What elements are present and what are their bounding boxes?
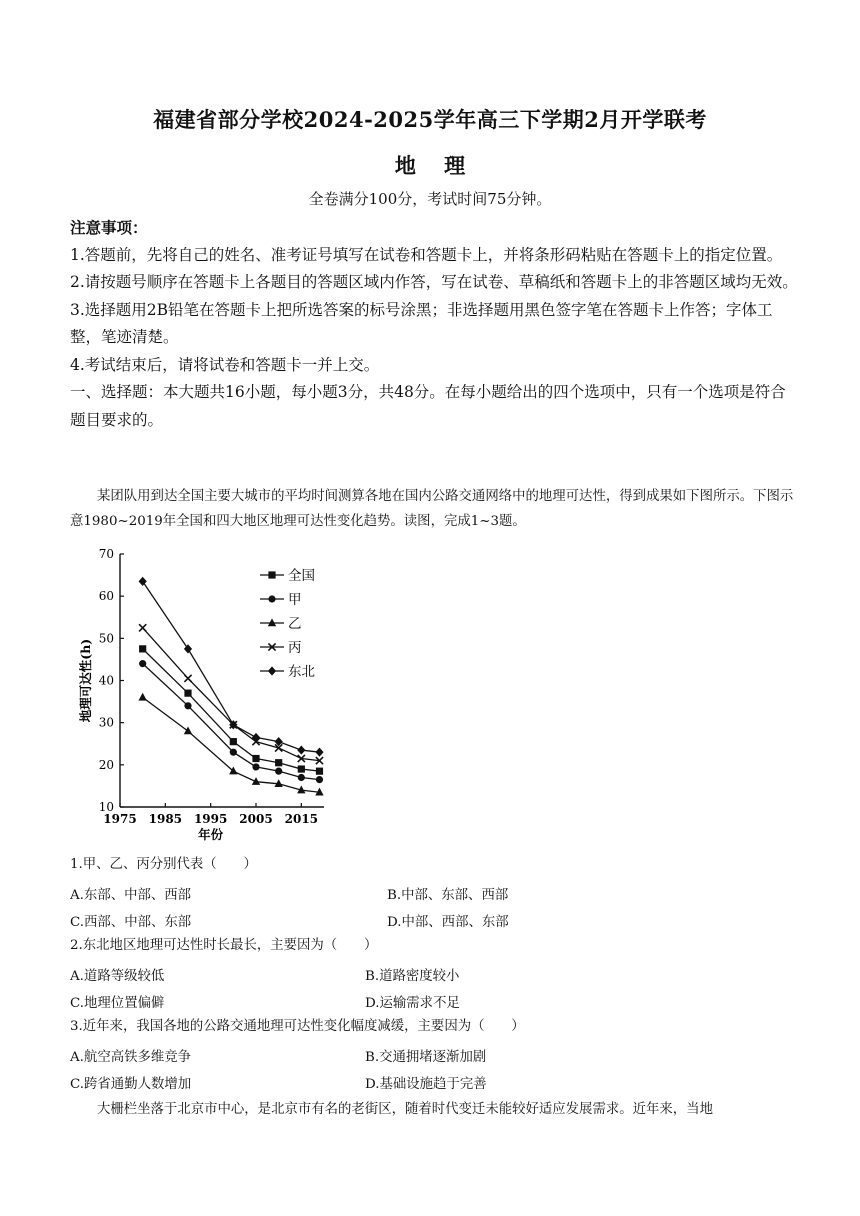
data-point-5: [252, 733, 260, 742]
legend-label: 乙: [288, 616, 302, 632]
accessibility-chart: [70, 540, 340, 850]
x-tick-label: 2015: [284, 812, 319, 826]
section-heading: 一、选择题：本大题共16小题，每小题3分，共48分。在每小题给出的四个选项中，只有一个选项是符合题目要求的。: [70, 383, 786, 429]
legend-label: 丙: [288, 640, 302, 656]
x-axis-label: 年份: [198, 827, 224, 842]
data-point-3: [184, 727, 192, 735]
data-point-5: [315, 748, 323, 757]
q3-option-b: B.交通拥堵逐渐加剧: [365, 1050, 487, 1065]
question-1-stem: 1.甲、乙、丙分别代表（ ）: [70, 857, 257, 872]
q1-option-c: C.西部、中部、东部: [70, 915, 192, 930]
data-point-2: [316, 776, 323, 783]
data-point-4: [184, 675, 191, 682]
y-tick-label: 50: [98, 631, 114, 646]
q2-option-a: A.道路等级较低: [70, 969, 165, 984]
next-passage: 大栅栏坐落于北京市中心，是北京市有名的老街区，随着时代变迁未能较好适应发展需求。近年来，当地: [97, 1102, 713, 1117]
data-point-2: [252, 763, 259, 770]
q1-option-b: B.中部、东部、西部: [387, 888, 509, 903]
data-point-1: [298, 765, 305, 772]
x-tick-label: 1995: [193, 812, 228, 826]
score-time-line: 全卷满分100分，考试时间75分钟。: [308, 190, 552, 208]
y-axis-label: 地理可达性(h): [78, 638, 93, 723]
q3-option-c: C.跨省通勤人数增加: [70, 1077, 192, 1092]
y-tick-label: 40: [98, 673, 114, 688]
data-point-5: [297, 745, 305, 754]
legend-marker: [268, 595, 275, 602]
q3-option-d: D.基础设施趋于完善: [365, 1077, 487, 1092]
y-tick-label: 70: [98, 547, 114, 561]
y-tick-label: 10: [98, 800, 114, 814]
chart-svg: [70, 540, 340, 850]
q3-option-a: A.航空高铁多维竞争: [70, 1050, 192, 1065]
legend-marker: [268, 666, 276, 675]
legend-label: 甲: [288, 592, 302, 608]
note-item: 4.考试结束后，请将试卷和答题卡一并上交。: [70, 355, 380, 374]
data-point-2: [230, 749, 237, 756]
legend-marker: [268, 571, 275, 578]
notes-heading: 注意事项：: [70, 218, 148, 237]
data-point-2: [275, 768, 282, 775]
legend-marker: [268, 618, 276, 626]
x-tick-label: 2005: [239, 812, 273, 826]
data-point-1: [184, 690, 191, 697]
q2-option-c: C.地理位置偏僻: [70, 996, 165, 1011]
y-tick-label: 30: [98, 715, 114, 730]
note-item: 2.请按题号顺序在答题卡上各题目的答题区域内作答，写在试卷、草稿纸和答题卡上的非答题区域均无效。: [70, 273, 798, 291]
legend-label: 全国: [288, 568, 315, 584]
subject-title: 地 理: [394, 153, 466, 178]
q2-option-d: D.运输需求不足: [365, 996, 460, 1011]
question-2-stem: 2.东北地区地理可达性时长最长，主要因为（ ）: [70, 938, 378, 953]
data-point-3: [138, 693, 146, 701]
q2-option-b: B.道路密度较小: [365, 969, 460, 984]
data-point-1: [316, 768, 323, 775]
intro-text: 某团队用到达全国主要大城市的平均时间测算各地在国内公路交通网络中的地理可达性，得到成果如下图所示。下图示意1980~2019年全国和四大地区地理可达性变化趋势。读图，完成1~3题。: [70, 489, 794, 529]
note-item: 1.答题前，先将自己的姓名、准考证号填写在试卷和答题卡上，并将条形码粘贴在答题卡上的指定位置。: [70, 245, 783, 264]
y-tick-label: 20: [98, 757, 114, 772]
notes-block: [70, 214, 800, 434]
data-point-4: [139, 624, 146, 631]
data-point-2: [139, 660, 146, 667]
data-point-1: [252, 755, 259, 762]
data-point-2: [184, 702, 191, 709]
question-intro: [70, 484, 795, 534]
q1-option-d: D.中部、西部、东部: [387, 915, 509, 930]
q1-option-a: A.东部、中部、西部: [70, 888, 192, 903]
legend-label: 东北: [288, 664, 315, 680]
data-point-1: [230, 738, 237, 745]
x-tick-label: 1975: [103, 812, 137, 826]
y-tick-label: 60: [98, 589, 114, 604]
data-point-1: [139, 645, 146, 652]
exam-title: 福建省部分学校2024-2025学年高三下学期2月开学联考: [153, 107, 707, 132]
question-3-stem: 3.近年来，我国各地的公路交通地理可达性变化幅度减缓，主要因为（ ）: [70, 1019, 525, 1034]
x-tick-label: 1985: [148, 812, 183, 826]
data-point-1: [275, 759, 282, 766]
note-item: 3.选择题用2B铅笔在答题卡上把所选答案的标号涂黑；非选择题用黑色签字笔在答题卡上作答；字体工整，笔迹清楚。: [70, 300, 773, 346]
data-point-2: [298, 774, 305, 781]
